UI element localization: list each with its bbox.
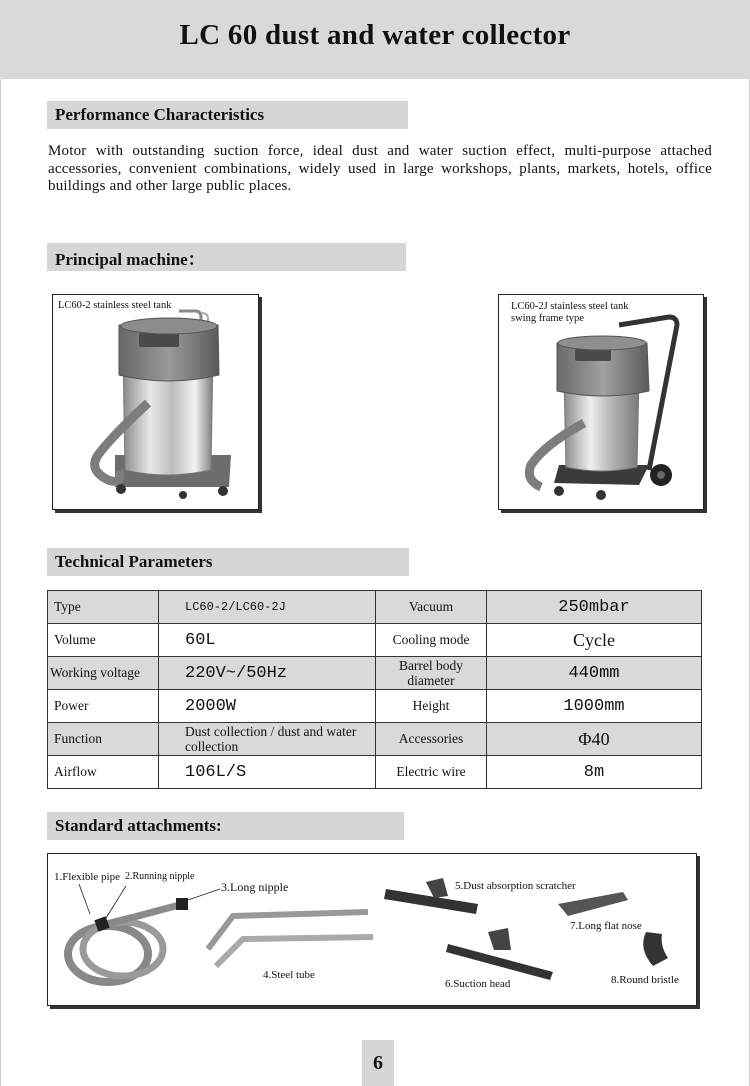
param-key: Airflow <box>48 756 159 789</box>
machine-label-lc60-2: LC60-2 stainless steel tank <box>58 300 172 311</box>
machine-image-lc60-2 <box>52 294 259 510</box>
attachments-panel <box>47 853 697 1006</box>
title-bar <box>0 0 750 79</box>
param-value: 60L <box>159 624 376 657</box>
attachment-label: 1.Flexible pipe <box>54 871 120 883</box>
principal-heading: Principal machine： <box>47 243 406 271</box>
attachment-label: 8.Round bristle <box>611 974 679 986</box>
param-key: Barrel body diameter <box>376 657 487 690</box>
table-row <box>48 591 702 624</box>
technical-heading: Technical Parameters <box>47 548 409 576</box>
param-value: 440mm <box>487 657 702 690</box>
param-value: 250mbar <box>487 591 702 624</box>
attachment-label: 2.Running nipple <box>125 871 195 882</box>
param-value: Cycle <box>487 624 702 657</box>
machine-label-lc60-2j: LC60-2J stainless steel tank swing frame type <box>511 301 629 324</box>
param-key: Cooling mode <box>376 624 487 657</box>
performance-text: Motor with outstanding suction force, ideal dust and water suction effect, multi-purpose attached accessories, convenient combinations, widely used in large workshops, plants, markets, hotels, office buildings and other large public places. <box>48 143 712 194</box>
param-key: Volume <box>48 624 159 657</box>
table-row <box>48 624 702 657</box>
param-value: 1000mm <box>487 690 702 723</box>
param-value: 2000W <box>159 690 376 723</box>
param-key: Vacuum <box>376 591 487 624</box>
param-key: Electric wire <box>376 756 487 789</box>
param-key: Power <box>48 690 159 723</box>
vacuum-lc60-2-drawing <box>53 295 258 509</box>
attachment-label: 5.Dust absorption scratcher <box>455 880 576 892</box>
param-value: 8m <box>487 756 702 789</box>
param-value: 220V~/50Hz <box>159 657 376 690</box>
technical-parameters-table <box>47 590 702 789</box>
param-key: Function <box>48 723 159 756</box>
machine-image-lc60-2j <box>498 294 704 510</box>
table-row <box>48 657 702 690</box>
page-title: LC 60 dust and water collector <box>179 19 571 51</box>
table-row <box>48 723 702 756</box>
vacuum-lc60-2j-drawing <box>499 295 703 509</box>
table-row <box>48 690 702 723</box>
param-value: LC60-2/LC60-2J <box>159 591 376 624</box>
performance-heading: Performance Characteristics <box>47 101 408 129</box>
table-row <box>48 756 702 789</box>
param-key: Height <box>376 690 487 723</box>
attachment-label: 7.Long flat nose <box>570 920 642 932</box>
page-number: 6 <box>362 1040 394 1086</box>
param-key: Working voltage <box>48 657 159 690</box>
param-value: Φ40 <box>487 723 702 756</box>
param-key: Accessories <box>376 723 487 756</box>
param-value: Dust collection / dust and water collection <box>159 723 376 756</box>
param-value: 106L/S <box>159 756 376 789</box>
attachments-heading: Standard attachments: <box>47 812 404 840</box>
attachment-label: 6.Suction head <box>445 978 511 990</box>
param-key: Type <box>48 591 159 624</box>
attachment-label: 4.Steel tube <box>263 969 315 981</box>
attachment-label: 3.Long nipple <box>221 880 289 894</box>
